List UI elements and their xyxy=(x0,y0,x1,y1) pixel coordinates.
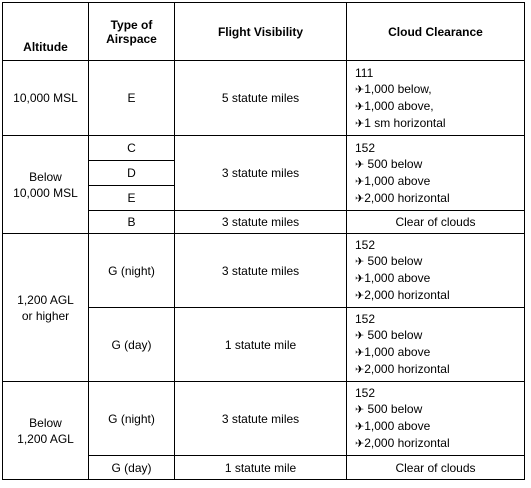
clearance-line: 111 xyxy=(355,65,374,80)
airspace-cell: G (day) xyxy=(89,308,175,382)
clearance-line xyxy=(355,253,524,270)
airplane-icon: ✈ xyxy=(355,116,365,130)
clearance-text: 2,000 horizontal xyxy=(364,288,450,302)
airplane-icon: ✈ xyxy=(355,272,365,285)
clearance-line xyxy=(355,81,524,98)
clearance-text: 1,000 above xyxy=(364,271,431,285)
visibility-cell: 3 statute miles xyxy=(175,382,347,456)
clearance-text: 1,000 above xyxy=(364,173,431,188)
clearance-text: 2,000 horizontal xyxy=(364,190,450,205)
airplane-icon: ✈ xyxy=(355,82,365,96)
visibility-cell: 1 statute mile xyxy=(175,308,347,382)
altitude-cell: 10,000 MSL xyxy=(3,61,89,136)
clearance-line: 152 xyxy=(355,312,376,326)
clearance-cell xyxy=(347,136,525,211)
visibility-cell: 1 statute mile xyxy=(175,456,347,480)
clearance-text: 1,000 above, xyxy=(364,98,434,113)
clearance-text: 500 below xyxy=(364,254,423,268)
table-row xyxy=(3,382,525,456)
clearance-line xyxy=(355,435,524,452)
clearance-line xyxy=(355,115,524,132)
clearance-text: 1,000 above xyxy=(364,419,431,433)
airspace-cell: E xyxy=(89,61,175,136)
clearance-line xyxy=(355,156,524,173)
clearance-cell xyxy=(347,234,525,308)
airplane-icon: ✈ xyxy=(355,420,365,433)
airplane-icon: ✈ xyxy=(355,363,365,376)
airspace-cell: G (night) xyxy=(89,234,175,308)
header-airspace-text: Type of Airspace xyxy=(106,17,157,46)
airspace-cell: B xyxy=(89,211,175,234)
clearance-text: 500 below xyxy=(364,402,423,416)
clearance-text: 2,000 horizontal xyxy=(364,436,450,450)
clearance-line: 152 xyxy=(355,238,376,252)
airplane-icon: ✈ xyxy=(355,289,365,302)
clearance-line xyxy=(355,344,524,361)
airplane-icon: ✈ xyxy=(355,191,365,205)
vfr-minimums-table-wrapper xyxy=(2,2,525,480)
header-visibility: Flight Visibility xyxy=(175,3,347,61)
clearance-cell xyxy=(347,61,525,136)
clearance-line xyxy=(355,401,524,418)
clearance-line: 152 xyxy=(355,386,376,400)
clearance-line xyxy=(355,327,524,344)
header-airspace xyxy=(89,3,175,61)
airspace-cell: E xyxy=(89,186,175,211)
clearance-cell xyxy=(347,308,525,382)
clearance-text: 1 sm horizontal xyxy=(364,115,446,130)
clearance-cell: Clear of clouds xyxy=(347,456,525,480)
clearance-line xyxy=(355,361,524,378)
airplane-icon: ✈ xyxy=(355,99,365,113)
airplane-icon: ✈ xyxy=(355,346,365,359)
clearance-line xyxy=(355,287,524,304)
clearance-line xyxy=(355,173,524,190)
clearance-text: 500 below xyxy=(364,156,423,171)
clearance-text: 1,000 above xyxy=(364,345,431,359)
visibility-cell: 3 statute miles xyxy=(175,211,347,234)
altitude-cell: 1,200 AGL or higher xyxy=(3,234,89,382)
table-row xyxy=(3,61,525,136)
clearance-text: 2,000 horizontal xyxy=(364,362,450,376)
visibility-cell: 3 statute miles xyxy=(175,136,347,211)
airspace-cell: C xyxy=(89,136,175,161)
airplane-icon: ✈ xyxy=(355,157,365,171)
airspace-cell: D xyxy=(89,161,175,186)
vfr-minimums-table xyxy=(2,2,525,480)
clearance-cell: Clear of clouds xyxy=(347,211,525,234)
airplane-icon: ✈ xyxy=(355,437,365,450)
clearance-line xyxy=(355,270,524,287)
visibility-cell: 5 statute miles xyxy=(175,61,347,136)
airspace-cell: G (day) xyxy=(89,456,175,480)
airplane-icon: ✈ xyxy=(355,255,365,268)
clearance-line: 152 xyxy=(355,140,376,155)
header-clearance: Cloud Clearance xyxy=(347,3,525,61)
airplane-icon: ✈ xyxy=(355,174,365,188)
header-altitude: Altitude xyxy=(3,3,89,61)
clearance-line xyxy=(355,418,524,435)
altitude-cell: Below 1,200 AGL xyxy=(3,382,89,480)
header-row xyxy=(3,3,525,61)
clearance-text: 500 below xyxy=(364,328,423,342)
visibility-cell: 3 statute miles xyxy=(175,234,347,308)
clearance-text: 1,000 below, xyxy=(364,81,432,96)
clearance-line xyxy=(355,190,524,207)
airplane-icon: ✈ xyxy=(355,329,365,342)
clearance-line xyxy=(355,98,524,115)
table-row xyxy=(3,234,525,308)
table-row xyxy=(3,136,525,161)
airplane-icon: ✈ xyxy=(355,403,365,416)
clearance-cell xyxy=(347,382,525,456)
airspace-cell: G (night) xyxy=(89,382,175,456)
altitude-cell: Below 10,000 MSL xyxy=(3,136,89,234)
